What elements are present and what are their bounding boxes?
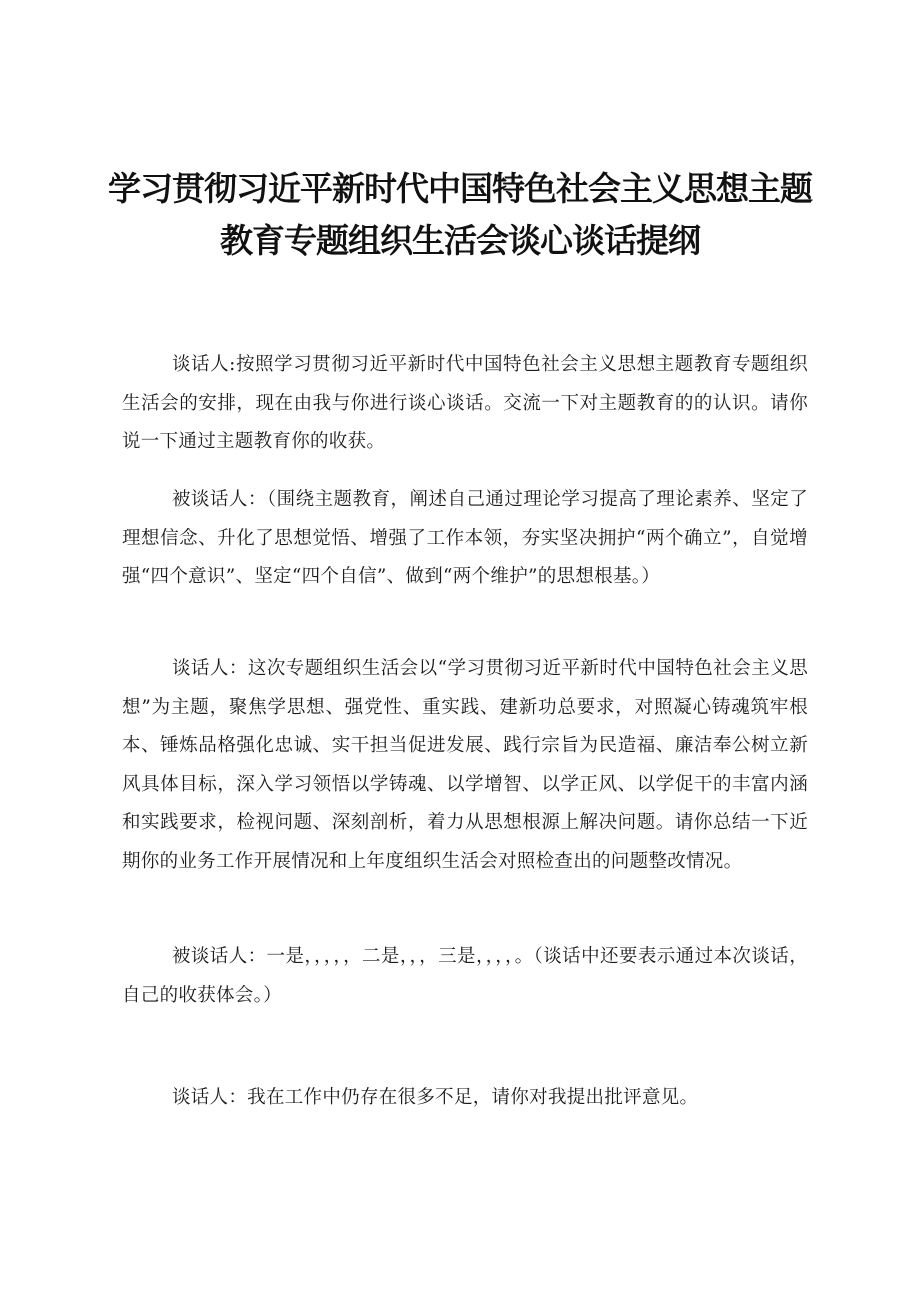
paragraph-interviewee-response-1: 被谈话人：（围绕主题教育，阐述自己通过理论学习提高了理论素养、坚定了理想信念、升化了思想觉悟、增强了工作本领，夯实坚决拥护“两个确立”，自觉增强“四个意识”、坚定“四个自信”、做到“两个维护”的思想根基。） <box>122 489 808 587</box>
paragraph-interviewer-opening: 谈话人:按照学习贯彻习近平新时代中国特色社会主义思想主题教育专题组织生活会的安排，现在由我与你进行谈心谈话。交流一下对主题教育的的认识。请你说一下通过主题教育你的收获。 <box>122 354 808 452</box>
title-line-1: 学习贯彻习近平新时代中国特色社会主义思想主题 <box>108 169 812 208</box>
document-title <box>100 163 820 267</box>
title-line-2: 教育专题组织生活会谈心谈话提纲 <box>220 221 700 260</box>
paragraph-interviewer-request: 谈话人：我在工作中仍存在很多不足，请你对我提出批评意见。 <box>171 1087 699 1108</box>
paragraph-interviewee-response-2: 被谈话人：一是，，，，，二是，，，三是，，，，。（谈话中还要表示通过本次谈话，自己的收获体会。） <box>122 946 808 1006</box>
paragraph-interviewer-topic: 谈话人：这次专题组织生活会以“学习贯彻习近平新时代中国特色社会主义思想”为主题，聚焦学思想、强党性、重实践、建新功总要求，对照凝心铸魂筑牢根本、锤炼品格强化忠诚、实干担当促进发展、践行宗旨为民造福、廉洁奉公树立新风具体目标，深入学习领悟以学铸魂、以学增智、以学正风、以学促干的丰富内涵和实践要求，检视问题、深刻剖析，着力从思想根源上解决问题。请你总结一下近期你的业务工作开展情况和上年度组织生活会对照检查出的问题整改情况。 <box>122 658 808 872</box>
